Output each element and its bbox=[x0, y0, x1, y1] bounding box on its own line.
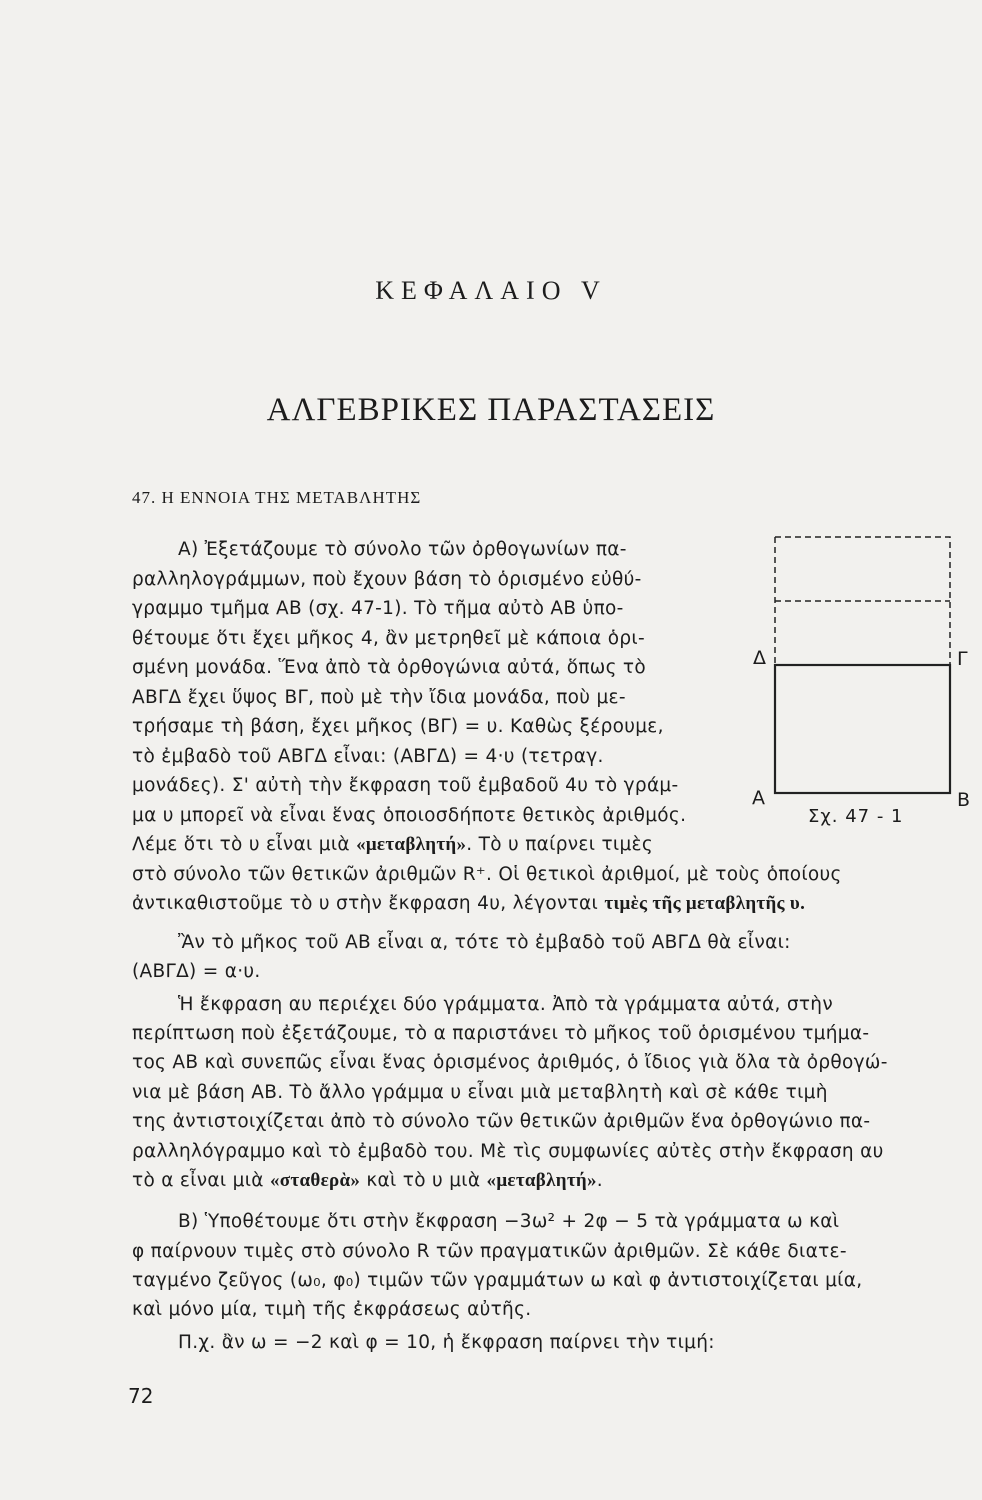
label-a: Α bbox=[752, 787, 765, 809]
text-line: σμένη μονάδα. Ἕνα ἀπὸ τὰ ὀρθογώνια αὐτά, ὅπως τὸ bbox=[132, 657, 646, 678]
text-span: τὸ α εἶναι μιὰ bbox=[132, 1170, 270, 1191]
text-line: ΑΒΓΔ ἔχει ὕψος ΒΓ, ποὺ μὲ τὴν ἴδια μονάδα, ποὺ με- bbox=[132, 687, 626, 708]
text-line bbox=[132, 1169, 603, 1193]
text-line: ραλληλογράμμων, ποὺ ἔχουν βάση τὸ ὁρισμένο εὐθύ- bbox=[132, 569, 642, 590]
text-span: . bbox=[596, 1170, 603, 1191]
term-values: τιμὲς τῆς μεταβλητῆς υ. bbox=[604, 893, 806, 914]
text-line: γραμμο τμῆμα ΑΒ (σχ. 47-1). Τὸ τῆμα αὐτὸ ΑΒ ὑπο- bbox=[132, 598, 624, 619]
text-line: Ἡ ἔκφραση αυ περιέχει δύο γράμματα. Ἀπὸ τὰ γράμματα αὐτά, στὴν bbox=[178, 994, 833, 1015]
text-line: Π.χ. ἂν ω = −2 καὶ φ = 10, ἡ ἔκφραση παίρνει τὴν τιμή: bbox=[178, 1332, 715, 1353]
text-line: B) Ὑποθέτουμε ὅτι στὴν ἔκφραση −3ω² + 2φ − 5 τὰ γράμματα ω καὶ bbox=[178, 1211, 840, 1232]
text-line: ραλληλόγραμμο καὶ τὸ ἐμβαδὸ του. Μὲ τὶς συμφωνίες αὐτὲς στὴν ἔκφραση αυ bbox=[132, 1141, 884, 1162]
label-d: Δ bbox=[753, 647, 766, 669]
text-line: θέτουμε ὅτι ἔχει μῆκος 4, ἂν μετρηθεῖ μὲ κάποια ὁρι- bbox=[132, 628, 645, 649]
text-line: Ἂν τὸ μῆκος τοῦ ΑΒ εἶναι α, τότε τὸ ἐμβαδὸ τοῦ ΑΒΓΔ θὰ εἶναι: bbox=[178, 932, 791, 953]
text-span: καὶ τὸ υ μιὰ bbox=[360, 1170, 487, 1191]
text-line: της ἀντιστοιχίζεται ἀπὸ τὸ σύνολο τῶν θετικῶν ἀριθμῶν ἕνα ὀρθογώνιο πα- bbox=[132, 1111, 871, 1132]
term-variable: «μεταβλητή» bbox=[486, 1170, 597, 1191]
text-line: A) Ἐξετάζουμε τὸ σύνολο τῶν ὀρθογωνίων πα- bbox=[178, 539, 627, 560]
label-b: Β bbox=[957, 789, 971, 811]
text-line: περίπτωση ποὺ ἐξετάζουμε, τὸ α παριστάνει τὸ μῆκος τοῦ ὁρισμένου τμήμα- bbox=[132, 1023, 870, 1044]
page-number: 72 bbox=[128, 1384, 154, 1408]
dashed-rect-top bbox=[775, 537, 950, 665]
section-title: ΑΛΓΕΒΡΙΚΕΣ ΠΑΡΑΣΤΑΣΕΙΣ bbox=[266, 392, 716, 428]
text-line: ταγμένο ζεῦγος (ω₀, φ₀) τιμῶν τῶν γραμμάτων ω καὶ φ ἀντιστοιχίζεται μία, bbox=[132, 1270, 863, 1291]
text-line: στὸ σύνολο τῶν θετικῶν ἀριθμῶν R⁺. Οἱ θετικοὶ ἀριθμοί, μὲ τοὺς ὁποίους bbox=[132, 864, 842, 885]
text-line: τὸ ἐμβαδὸ τοῦ ΑΒΓΔ εἶναι: (ΑΒΓΔ) = 4·υ (τετραγ. bbox=[132, 746, 604, 767]
figure-drawing bbox=[750, 525, 980, 845]
text-span: Λέμε ὅτι τὸ υ εἶναι μιὰ bbox=[132, 834, 357, 855]
text-span: . Τὸ υ παίρνει τιμὲς bbox=[466, 834, 653, 855]
term-constant: «σταθερὰ» bbox=[269, 1170, 361, 1191]
text-line: νια μὲ βάση ΑΒ. Τὸ ἄλλο γράμμα υ εἶναι μιὰ μεταβλητὴ καὶ σὲ κάθε τιμὴ bbox=[132, 1082, 828, 1103]
subsection-heading: 47. Η ΕΝΝΟΙΑ ΤΗΣ ΜΕΤΑΒΛΗΤΗΣ bbox=[132, 488, 422, 507]
label-g: Γ bbox=[957, 648, 968, 670]
text-line: μονάδες). Σ' αὐτὴ τὴν ἔκφραση τοῦ ἐμβαδοῦ 4υ τὸ γράμ- bbox=[132, 775, 679, 796]
text-line bbox=[132, 833, 653, 857]
figure-rectangles bbox=[750, 525, 980, 845]
text-line: καὶ μόνο μία, τιμὴ τῆς ἐκφράσεως αὐτῆς. bbox=[132, 1299, 532, 1320]
figure-caption: Σχ. 47 - 1 bbox=[808, 806, 904, 827]
rect-abgd bbox=[775, 665, 950, 793]
text-line: (ΑΒΓΔ) = α·υ. bbox=[132, 961, 261, 982]
text-line: τος ΑΒ καὶ συνεπῶς εἶναι ἕνας ὁρισμένος ἀριθμός, ὁ ἴδιος γιὰ ὅλα τὰ ὀρθογώ- bbox=[132, 1052, 888, 1073]
text-span: ἀντικαθιστοῦμε τὸ υ στὴν ἔκφραση 4υ, λέγονται bbox=[132, 893, 605, 914]
text-line: φ παίρνουν τιμὲς στὸ σύνολο R τῶν πραγματικῶν ἀριθμῶν. Σὲ κάθε διατε- bbox=[132, 1241, 847, 1262]
chapter-title: ΚΕΦΑΛΑΙΟ V bbox=[375, 276, 607, 305]
term-variable: «μεταβλητή» bbox=[356, 834, 467, 855]
text-line: μα υ μπορεῖ νὰ εἶναι ἕνας ὁποιοσδήποτε θετικὸς ἀριθμός. bbox=[132, 805, 687, 826]
text-line: τρήσαμε τὴ βάση, ἔχει μῆκος (ΒΓ) = υ. Καθὼς ξέρουμε, bbox=[132, 716, 664, 737]
text-line bbox=[132, 892, 805, 916]
